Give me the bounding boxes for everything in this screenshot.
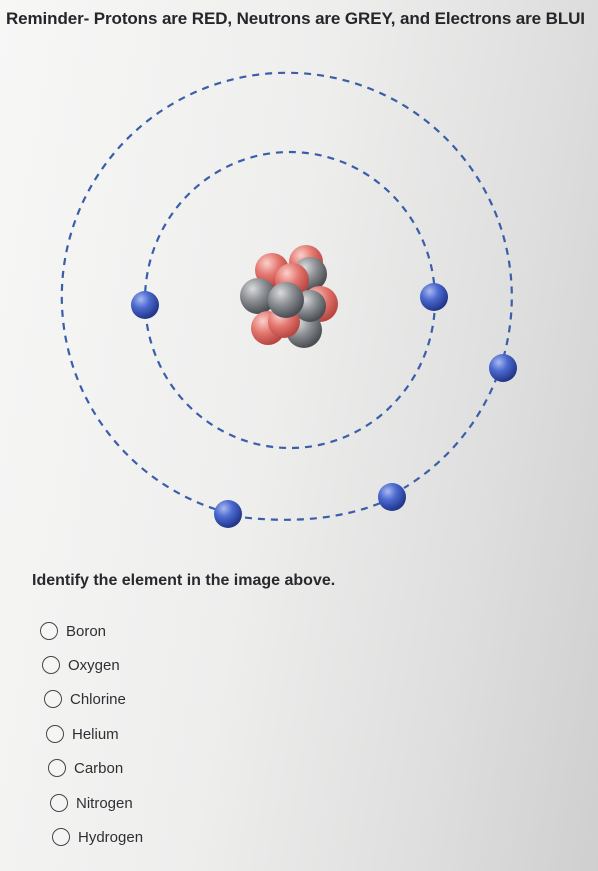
option-label: Oxygen bbox=[68, 656, 120, 674]
radio-button[interactable] bbox=[40, 622, 58, 640]
radio-button[interactable] bbox=[42, 656, 60, 674]
option-label: Boron bbox=[66, 622, 107, 640]
option-nitrogen[interactable] bbox=[50, 794, 133, 812]
option-label: Nitrogen bbox=[76, 794, 133, 812]
radio-button[interactable] bbox=[50, 794, 68, 812]
option-chlorine[interactable] bbox=[44, 690, 126, 708]
option-hydrogen[interactable] bbox=[52, 828, 143, 846]
option-oxygen[interactable] bbox=[42, 656, 120, 674]
option-label: Carbon bbox=[74, 759, 124, 777]
radio-button[interactable] bbox=[44, 690, 62, 708]
option-label: Helium bbox=[72, 725, 119, 743]
reminder-text: Reminder- Protons are RED, Neutrons are GREY, and Electrons are BLUI bbox=[6, 9, 585, 28]
option-helium[interactable] bbox=[46, 725, 119, 743]
question-text: Identify the element in the image above. bbox=[32, 572, 336, 589]
option-boron[interactable] bbox=[40, 622, 106, 640]
radio-button[interactable] bbox=[52, 828, 70, 846]
option-carbon[interactable] bbox=[48, 759, 123, 777]
radio-button[interactable] bbox=[48, 759, 66, 777]
option-label: Hydrogen bbox=[78, 828, 144, 846]
option-label: Chlorine bbox=[70, 690, 126, 708]
radio-button[interactable] bbox=[46, 725, 64, 743]
